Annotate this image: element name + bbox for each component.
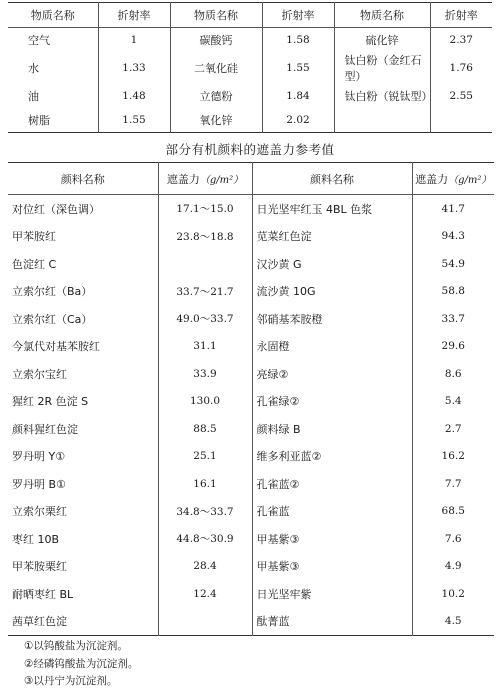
refractive-index: 1.55 [98, 108, 170, 133]
pigment-name: 甲基紫③ [252, 525, 412, 553]
hiding-power-value: 33.9 [158, 360, 252, 388]
refractive-index: 1 [98, 28, 170, 53]
pigment-name: 日光坚牢红玉 4BL 色浆 [252, 195, 412, 223]
table-row [8, 388, 494, 416]
column-header: 物质名称 [170, 3, 262, 28]
table-row [8, 250, 494, 278]
table-row [8, 223, 494, 251]
refractive-index: 1.48 [98, 84, 170, 108]
hiding-power-value: 8.6 [444, 367, 462, 380]
table-row [8, 525, 494, 553]
table-row [8, 470, 494, 498]
pigment-name: 甲苯胺栗红 [8, 553, 158, 581]
hiding-power-table [8, 162, 494, 636]
hiding-power-value: 31.1 [158, 333, 252, 361]
table-header-row [8, 163, 494, 195]
hiding-power-value: 7.7 [444, 477, 462, 490]
substance-name: 空气 [8, 28, 98, 53]
table-row [8, 415, 494, 443]
pigment-name: 亮绿② [252, 360, 412, 388]
pigment-name: 流沙黄 10G [252, 278, 412, 306]
hiding-power-unit: （g/m²） [199, 174, 244, 186]
table-row [8, 498, 494, 526]
refractive-index: 1.58 [262, 28, 334, 53]
pigment-name: 孔雀绿② [252, 388, 412, 416]
pigment-name: 孔雀蓝② [252, 470, 412, 498]
hiding-power-value: 54.9 [441, 257, 465, 270]
hiding-power-unit: （g/m²） [448, 174, 492, 186]
substance-name: 立德粉 [170, 84, 262, 108]
hiding-power-value: 2.7 [444, 422, 462, 435]
column-header: 物质名称 [334, 3, 430, 28]
pigment-name: 立索尔栗红 [8, 498, 158, 526]
hiding-power-value: 33.7 [441, 312, 465, 325]
hiding-power-value [158, 608, 252, 636]
footnote: ③以丹宁为沉淀剂。 [24, 675, 118, 687]
hiding-power-value: 68.5 [441, 505, 465, 518]
pigment-name: 维多利亚蓝② [252, 443, 412, 471]
refractive-index [430, 108, 492, 133]
hiding-power-value: 58.8 [441, 285, 465, 298]
refractive-index: 1.33 [98, 52, 170, 84]
hiding-power-value: 49.0～33.7 [158, 305, 252, 333]
column-header: 折射率 [98, 3, 170, 28]
substance-name: 硫化锌 [334, 28, 430, 53]
refractive-index: 1.76 [449, 62, 473, 74]
hiding-power-value: 94.3 [441, 230, 465, 243]
hiding-power-value: 25.1 [158, 443, 252, 471]
pigment-name: 茜草红色淀 [8, 608, 158, 636]
pigment-name: 孔雀蓝 [252, 498, 412, 526]
hiding-power-value: 34.8～33.7 [158, 498, 252, 526]
hiding-power-header [412, 163, 494, 195]
refractive-index-table [8, 2, 492, 133]
pigment-name: 颜料绿 B [252, 415, 412, 443]
hiding-power-value: 33.7～21.7 [158, 278, 252, 306]
refractive-index: 2.02 [262, 108, 334, 133]
refractive-index: 1.84 [262, 84, 334, 108]
table-row [8, 443, 494, 471]
hiding-power-value: 5.4 [444, 395, 462, 408]
table-row [8, 108, 492, 133]
column-header: 折射率 [262, 3, 334, 28]
substance-name: 碳酸钙 [170, 28, 262, 53]
hiding-power-value: 16.1 [158, 470, 252, 498]
refractive-index: 2.55 [449, 90, 473, 102]
hiding-power-value: 44.8～30.9 [158, 525, 252, 553]
hiding-power-header-label: 遮盖力 [415, 172, 449, 186]
substance-name [334, 108, 430, 133]
pigment-name: 甲基紫③ [252, 553, 412, 581]
substance-name: 钛白粉（锐钛型） [334, 84, 430, 108]
pigment-name: 立索尔宝红 [8, 360, 158, 388]
pigment-name: 邻硝基苯胺橙 [252, 305, 412, 333]
hiding-power-value: 29.6 [441, 340, 465, 353]
table-caption: 部分有机颜料的遮盖力参考值 [165, 142, 335, 157]
table-row [8, 84, 492, 108]
pigment-name-header: 颜料名称 [252, 163, 412, 195]
hiding-power-value: 4.9 [444, 560, 462, 573]
footnote: ①以钨酸盐为沉淀剂。 [24, 640, 128, 652]
table-header-row [8, 3, 492, 28]
table-row [8, 580, 494, 608]
table-row [8, 305, 494, 333]
table-row [8, 608, 494, 636]
hiding-power-value: 7.6 [444, 532, 462, 545]
pigment-name: 甲苯胺红 [8, 223, 158, 251]
hiding-power-value: 4.5 [444, 615, 462, 628]
table-row [8, 553, 494, 581]
pigment-name: 色淀红 C [8, 250, 158, 278]
table-row [8, 278, 494, 306]
hiding-power-header-label: 遮盖力 [166, 172, 200, 186]
pigment-name: 立索尔红（Ba） [8, 278, 158, 306]
hiding-power-value: 10.2 [441, 587, 465, 600]
pigment-name: 日光坚牢紫 [252, 580, 412, 608]
table-row [8, 333, 494, 361]
pigment-name: 罗丹明 Y① [8, 443, 158, 471]
hiding-power-value: 16.2 [441, 450, 465, 463]
pigment-name: 颜料猩红色淀 [8, 415, 158, 443]
pigment-name: 猩红 2R 色淀 S [8, 388, 158, 416]
hiding-power-value: 41.7 [441, 202, 465, 215]
table-row [8, 52, 492, 84]
pigment-name: 今氯代对基苯胺红 [8, 333, 158, 361]
pigment-name: 酞菁蓝 [252, 608, 412, 636]
substance-name: 树脂 [8, 108, 98, 133]
hiding-power-rows [8, 195, 494, 636]
pigment-name: 苋菜红色淀 [252, 223, 412, 251]
pigment-name-header: 颜料名称 [8, 163, 158, 195]
refractive-index: 2.37 [449, 34, 473, 46]
footnotes [24, 638, 138, 691]
pigment-name: 枣红 10B [8, 525, 158, 553]
substance-name: 水 [8, 52, 98, 84]
pigment-name: 对位红（深色调） [8, 195, 158, 223]
hiding-power-value: 88.5 [158, 415, 252, 443]
table-row [8, 28, 492, 53]
pigment-name: 罗丹明 B① [8, 470, 158, 498]
hiding-power-value: 17.1～15.0 [158, 195, 252, 223]
hiding-power-value [158, 250, 252, 278]
pigment-name: 耐晒枣红 BL [8, 580, 158, 608]
hiding-power-value: 28.4 [158, 553, 252, 581]
hiding-power-value: 23.8～18.8 [158, 223, 252, 251]
hiding-power-header [158, 163, 252, 195]
column-header: 折射率 [430, 3, 492, 28]
substance-name: 油 [8, 84, 98, 108]
table-row [8, 195, 494, 223]
column-header: 物质名称 [8, 3, 98, 28]
pigment-name: 永固橙 [252, 333, 412, 361]
substance-name: 二氧化硅 [170, 52, 262, 84]
pigment-name: 汉沙黄 G [252, 250, 412, 278]
hiding-power-value: 12.4 [158, 580, 252, 608]
substance-name: 氧化锌 [170, 108, 262, 133]
refractive-index: 1.55 [262, 52, 334, 84]
footnote: ②经磷钨酸盐为沉淀剂。 [24, 657, 139, 670]
hiding-power-value: 130.0 [158, 388, 252, 416]
substance-name: 钛白粉（金红石型） [334, 52, 430, 84]
table-row [8, 360, 494, 388]
pigment-name: 立索尔红（Ca） [8, 305, 158, 333]
